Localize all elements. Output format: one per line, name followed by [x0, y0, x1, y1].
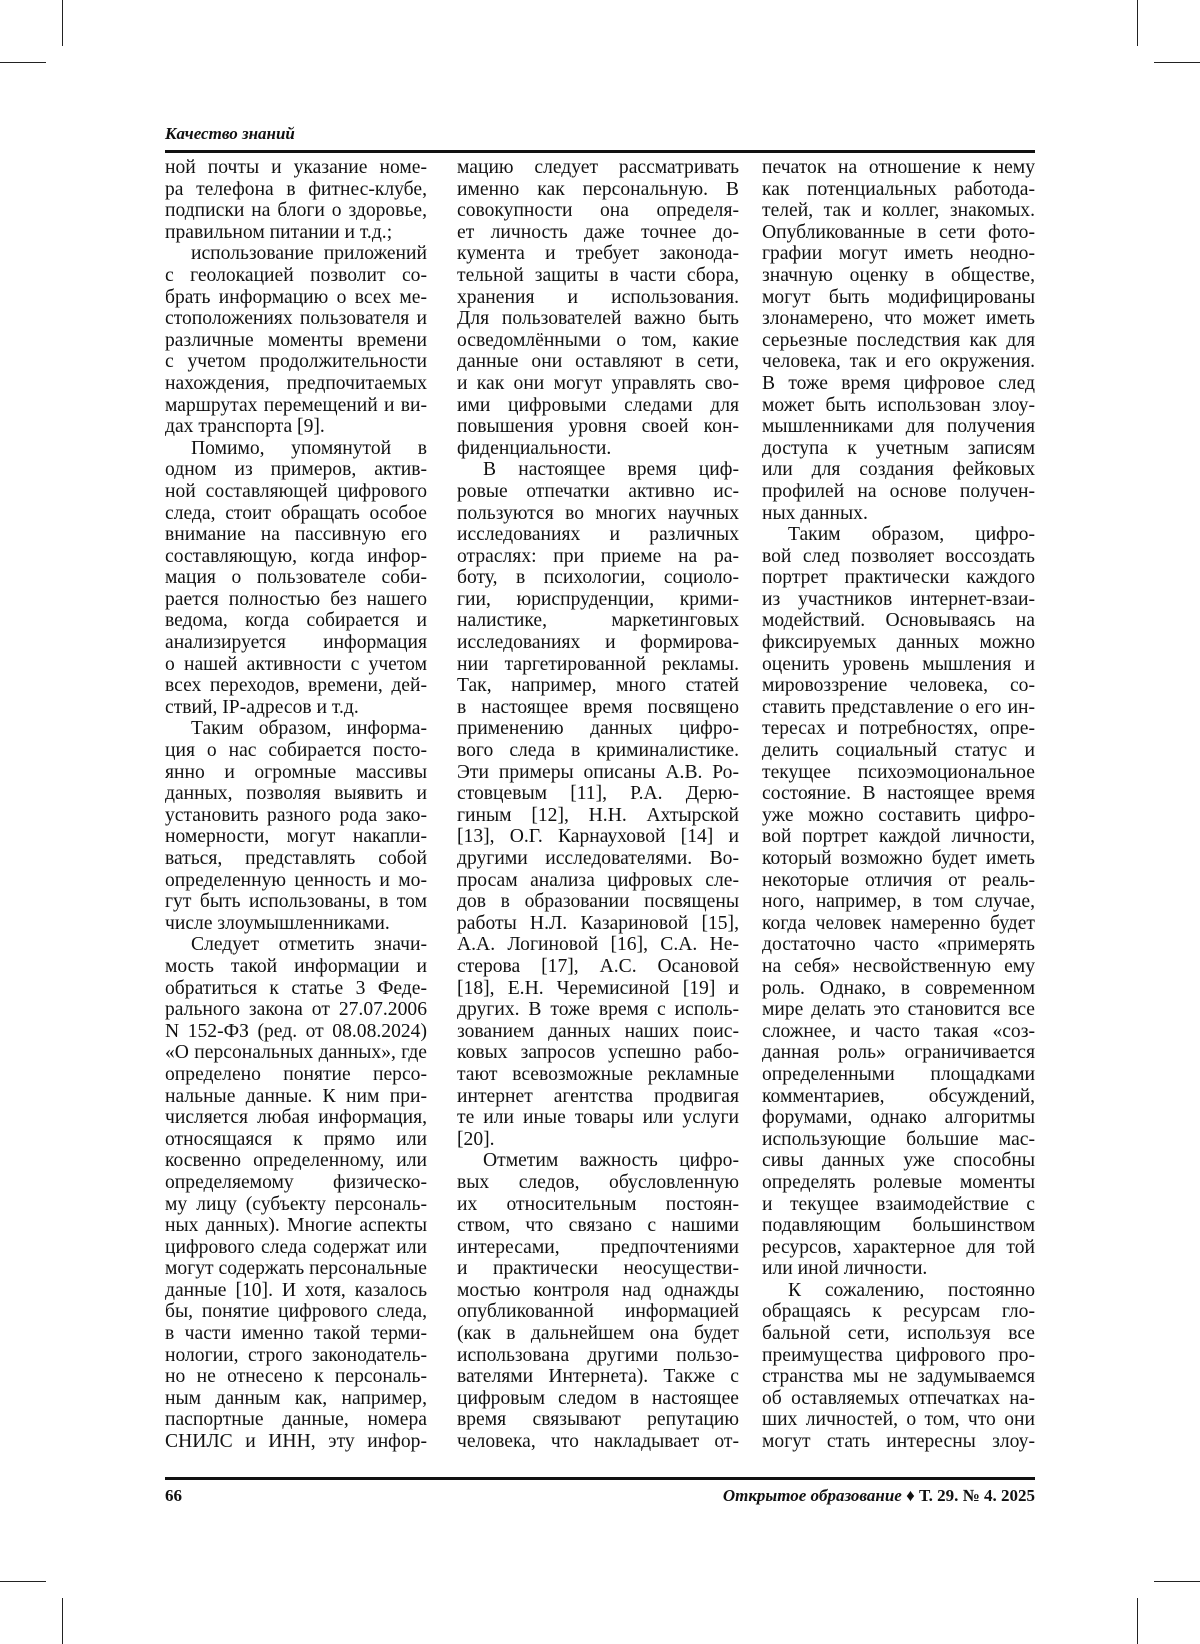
text-line: определенными площадками [762, 1064, 1035, 1086]
text-line: оценить уровень мышления и [762, 654, 1035, 676]
text-line: мацию следует рассматривать [457, 157, 739, 179]
text-line: достаточно часто «примерять [762, 934, 1035, 956]
text-line: му лицу (субъекту персональ- [165, 1194, 427, 1216]
text-line: который возможно будет иметь [762, 848, 1035, 870]
diamond-icon: ♦ [906, 1486, 915, 1505]
text-line: могут быть модифицированы [762, 287, 1035, 309]
text-line: А.А. Логиновой [16], С.А. Не- [457, 934, 739, 956]
text-line: мация о пользователе соби- [165, 567, 427, 589]
text-line: или иной личности. [762, 1258, 1035, 1280]
text-line: портрет практически каждого [762, 567, 1035, 589]
text-column-2 [457, 157, 739, 1453]
text-line: паспортные данные, номера [165, 1409, 427, 1431]
text-line: фиксируемых данных можно [762, 632, 1035, 654]
text-line: ставить представление о его ин- [762, 697, 1035, 719]
text-line: относящаяся к прямо или [165, 1129, 427, 1151]
text-line: составляющую, когда инфор- [165, 546, 427, 568]
text-line: Для пользователей важно быть [457, 308, 739, 330]
text-line: злонамерено, что может иметь [762, 308, 1035, 330]
text-line: некоторые отличия от реаль- [762, 870, 1035, 892]
text-line: всех переходов, времени, дей- [165, 675, 427, 697]
text-line: СНИЛС и ИНН, эту инфор- [165, 1431, 427, 1453]
text-line: уже можно составить цифро- [762, 805, 1035, 827]
text-line: дов в образовании посвящены [457, 891, 739, 913]
text-line: цифровым следом в настоящее [457, 1388, 739, 1410]
text-line: стерова [17], А.С. Осановой [457, 956, 739, 978]
text-line: тересах и потребностях, опре- [762, 718, 1035, 740]
text-line: использована другими пользо- [457, 1345, 739, 1367]
text-line: ших личностей, о том, что они [762, 1409, 1035, 1431]
text-line: В настоящее время циф- [457, 459, 739, 481]
text-line: ра телефона в фитнес-клубе, [165, 179, 427, 201]
text-line: ция о нас собирается посто- [165, 740, 427, 762]
text-line: опубликованной информацией [457, 1301, 739, 1323]
text-line: применению данных цифро- [457, 718, 739, 740]
crop-mark [1154, 62, 1200, 63]
text-line: ной почты и указание номе- [165, 157, 427, 179]
text-line: обращаясь к ресурсам гло- [762, 1301, 1035, 1323]
text-line: с геолокацией позволит со- [165, 265, 427, 287]
footer-rule [165, 1477, 1035, 1480]
text-line: состояние. В настоящее время [762, 783, 1035, 805]
text-line: Опубликованные в сети фото- [762, 222, 1035, 244]
text-line: доступа к учетным записям [762, 438, 1035, 460]
text-line: кумента и требует законода- [457, 243, 739, 265]
text-line: другими исследователями. Во- [457, 848, 739, 870]
text-line: профилей на основе получен- [762, 481, 1035, 503]
text-line: повышения уровня своей кон- [457, 416, 739, 438]
text-line: Так, например, много статей [457, 675, 739, 697]
text-line: анализируется информация [165, 632, 427, 654]
journal-issue: Т. 29. № 4. 2025 [919, 1486, 1035, 1505]
text-line: время связывают репутацию [457, 1409, 739, 1431]
text-line: комментариев, обсуждений, [762, 1086, 1035, 1108]
crop-mark [1154, 1581, 1200, 1582]
text-line: Таким образом, цифро- [762, 524, 1035, 546]
text-line: хранения и использования. [457, 287, 739, 309]
text-line: и практически неосуществи- [457, 1258, 739, 1280]
text-line: их относительным постоян- [457, 1194, 739, 1216]
text-line: мость такой информации и [165, 956, 427, 978]
header-rule [165, 150, 1035, 153]
text-line: ного, например, в том случае, [762, 891, 1035, 913]
text-line: обратиться к статье 3 Феде- [165, 978, 427, 1000]
text-line: Отметим важность цифро- [457, 1150, 739, 1172]
text-line: но не отнесено к персональ- [165, 1366, 427, 1388]
text-line: в настоящее время посвящено [457, 697, 739, 719]
text-line: когда человек намеренно будет [762, 913, 1035, 935]
text-line: ресурсов, характерное для той [762, 1237, 1035, 1259]
text-line: установить разного рода зако- [165, 805, 427, 827]
text-line: из участников интернет-взаи- [762, 589, 1035, 611]
text-line: интернет агентства продвигая [457, 1086, 739, 1108]
journal-info [723, 1486, 1035, 1506]
text-line: именно как персональную. В [457, 179, 739, 201]
text-line: исследованиях и формирова- [457, 632, 739, 654]
text-line: К сожалению, постоянно [762, 1280, 1035, 1302]
text-line: номерности, могут накапли- [165, 826, 427, 848]
text-line: брать информацию о всех ме- [165, 287, 427, 309]
text-line: числе злоумышленниками. [165, 913, 427, 935]
text-line: [20]. [457, 1129, 739, 1151]
text-line: нологии, строго законодатель- [165, 1345, 427, 1367]
text-line: печаток на отношение к нему [762, 157, 1035, 179]
text-line: различные моменты времени [165, 330, 427, 352]
text-line: гиным [12], Н.Н. Ахтырской [457, 805, 739, 827]
text-line: ковых запросов успешно рабо- [457, 1042, 739, 1064]
text-line: определяемому физическо- [165, 1172, 427, 1194]
crop-mark [62, 0, 63, 46]
text-line: ной составляющей цифрового [165, 481, 427, 503]
text-line: янно и огромные массивы [165, 762, 427, 784]
text-line: подписки на блоги о здоровье, [165, 200, 427, 222]
text-line: вателями Интернета). Также с [457, 1366, 739, 1388]
text-line: роль. Однако, в современном [762, 978, 1035, 1000]
crop-mark [1137, 1598, 1138, 1644]
text-line: мостью контроля над однажды [457, 1280, 739, 1302]
text-line: интересами, предпочтениями [457, 1237, 739, 1259]
text-line: подавляющим большинством [762, 1215, 1035, 1237]
text-line: бы, понятие цифрового следа, [165, 1301, 427, 1323]
text-line: ровые отпечатки активно ис- [457, 481, 739, 503]
text-line: работы Н.Л. Казариновой [15], [457, 913, 739, 935]
text-line: ствий, IP-адресов и т.д. [165, 697, 427, 719]
text-line: ведома, когда собирается и [165, 610, 427, 632]
text-line: дах транспорта [9]. [165, 416, 427, 438]
text-line: данная роль» ограничивается [762, 1042, 1035, 1064]
text-line: налистике, маркетинговых [457, 610, 739, 632]
text-line: бальной сети, используя все [762, 1323, 1035, 1345]
text-line: ных данных. [762, 503, 1035, 525]
crop-mark [0, 62, 46, 63]
text-line: данные [10]. И хотя, казалось [165, 1280, 427, 1302]
text-line: нальные данные. К ним при- [165, 1086, 427, 1108]
text-column-3 [762, 157, 1035, 1453]
text-line: преимущества цифрового про- [762, 1345, 1035, 1367]
text-line: [13], О.Г. Карнауховой [14] и [457, 826, 739, 848]
text-line: Эти примеры описаны А.В. Ро- [457, 762, 739, 784]
text-line: сивы данных уже способны [762, 1150, 1035, 1172]
text-line: маршрутах перемещений и ви- [165, 395, 427, 417]
journal-name: Открытое образование [723, 1486, 902, 1505]
text-line: на себя» несвойственную ему [762, 956, 1035, 978]
text-line: и как они могут управлять сво- [457, 373, 739, 395]
text-line: использующие большие мас- [762, 1129, 1035, 1151]
text-line: ством, что связано с нашими [457, 1215, 739, 1237]
text-line: Таким образом, информа- [165, 718, 427, 740]
text-line: и текущее взаимодействие с [762, 1194, 1035, 1216]
text-line: Следует отметить значи- [165, 934, 427, 956]
text-line: В тоже время цифровое след [762, 373, 1035, 395]
text-line: серьезные последствия как для [762, 330, 1035, 352]
text-line: форумами, однако алгоритмы [762, 1107, 1035, 1129]
text-line: ет личность даже точнее до- [457, 222, 739, 244]
text-line: отраслях: при приеме на ра- [457, 546, 739, 568]
text-line: вых следов, обусловленную [457, 1172, 739, 1194]
text-line: одном из примеров, актив- [165, 459, 427, 481]
text-line: N 152-ФЗ (ред. от 08.08.2024) [165, 1021, 427, 1043]
text-line: о нашей активности с учетом [165, 654, 427, 676]
text-line: данные они оставляют в сети, [457, 351, 739, 373]
text-line: или для создания фейковых [762, 459, 1035, 481]
text-line: боту, в психологии, социоло- [457, 567, 739, 589]
text-line: совокупности она определя- [457, 200, 739, 222]
text-line: использование приложений [165, 243, 427, 265]
text-line: об оставляемых отпечатках на- [762, 1388, 1035, 1410]
text-line: ным данным как, например, [165, 1388, 427, 1410]
text-line: текущее психоэмоциональное [762, 762, 1035, 784]
text-line: зованием данных наших поис- [457, 1021, 739, 1043]
text-line: пользуются во многих научных [457, 503, 739, 525]
text-line: мировоззрение человека, со- [762, 675, 1035, 697]
text-line: следа, стоит обращать особое [165, 503, 427, 525]
text-line: других. В тоже время с исполь- [457, 999, 739, 1021]
text-line: как потенциальных работода- [762, 179, 1035, 201]
text-line: может быть использован злоу- [762, 395, 1035, 417]
text-line: рается полностью без нашего [165, 589, 427, 611]
text-line: вого следа в криминалистике. [457, 740, 739, 762]
text-line: (как в дальнейшем она будет [457, 1323, 739, 1345]
crop-mark [1137, 0, 1138, 46]
text-line: гут быть использованы, в том [165, 891, 427, 913]
text-line: ваться, представлять собой [165, 848, 427, 870]
text-line: модействий. Основываясь на [762, 610, 1035, 632]
text-line: графии могут иметь неодно- [762, 243, 1035, 265]
running-header: Качество знаний [165, 124, 295, 144]
text-line: телей, так и коллег, знакомых. [762, 200, 1035, 222]
text-column-1 [165, 157, 427, 1453]
text-line: странства мы не задумываемся [762, 1366, 1035, 1388]
text-line: сложнее, и часто такая «соз- [762, 1021, 1035, 1043]
text-line: человека, что накладывает от- [457, 1431, 739, 1453]
text-line: вой след позволяет воссоздать [762, 546, 1035, 568]
text-line: могут содержать персональные [165, 1258, 427, 1280]
text-line: делить социальный статус и [762, 740, 1035, 762]
text-line: данных, позволяя выявить и [165, 783, 427, 805]
page-number: 66 [165, 1486, 182, 1506]
text-line: тельной защиты в части сбора, [457, 265, 739, 287]
text-line: с учетом продолжительности [165, 351, 427, 373]
text-line: [18], Е.Н. Черемисиной [19] и [457, 978, 739, 1000]
text-line: стоположениях пользователя и [165, 308, 427, 330]
text-line: в части именно такой терми- [165, 1323, 427, 1345]
text-line: стовцевым [11], Р.А. Дерю- [457, 783, 739, 805]
text-line: ных данных). Многие аспекты [165, 1215, 427, 1237]
text-line: определенную ценность и мо- [165, 870, 427, 892]
crop-mark [62, 1598, 63, 1644]
text-line: Помимо, упомянутой в [165, 438, 427, 460]
text-line: вой портрет каждой личности, [762, 826, 1035, 848]
text-line: определено понятие персо- [165, 1064, 427, 1086]
text-line: нахождения, предпочитаемых [165, 373, 427, 395]
text-line: определять ролевые моменты [762, 1172, 1035, 1194]
text-line: могут стать интересны злоу- [762, 1431, 1035, 1453]
text-line: внимание на пассивную его [165, 524, 427, 546]
text-line: просам анализа цифровых сле- [457, 870, 739, 892]
text-line: исследованиях и различных [457, 524, 739, 546]
text-line: ими цифровыми следами для [457, 395, 739, 417]
text-line: нии таргетированной рекламы. [457, 654, 739, 676]
text-line: значную оценку в обществе, [762, 265, 1035, 287]
text-line: цифрового следа содержат или [165, 1237, 427, 1259]
text-line: фиденциальности. [457, 438, 739, 460]
text-line: осведомлёнными о том, какие [457, 330, 739, 352]
text-line: числяется любая информация, [165, 1107, 427, 1129]
text-line: мире делать это становится все [762, 999, 1035, 1021]
text-line: гии, юриспруденции, крими- [457, 589, 739, 611]
text-line: рального закона от 27.07.2006 [165, 999, 427, 1021]
text-line: «О персональных данных», где [165, 1042, 427, 1064]
text-line: человека, так и его окружения. [762, 351, 1035, 373]
crop-mark [0, 1581, 46, 1582]
text-line: косвенно определенному, или [165, 1150, 427, 1172]
text-line: тают всевозможные рекламные [457, 1064, 739, 1086]
text-line: те или иные товары или услуги [457, 1107, 739, 1129]
text-line: правильном питании и т.д.; [165, 222, 427, 244]
text-line: мышленниками для получения [762, 416, 1035, 438]
